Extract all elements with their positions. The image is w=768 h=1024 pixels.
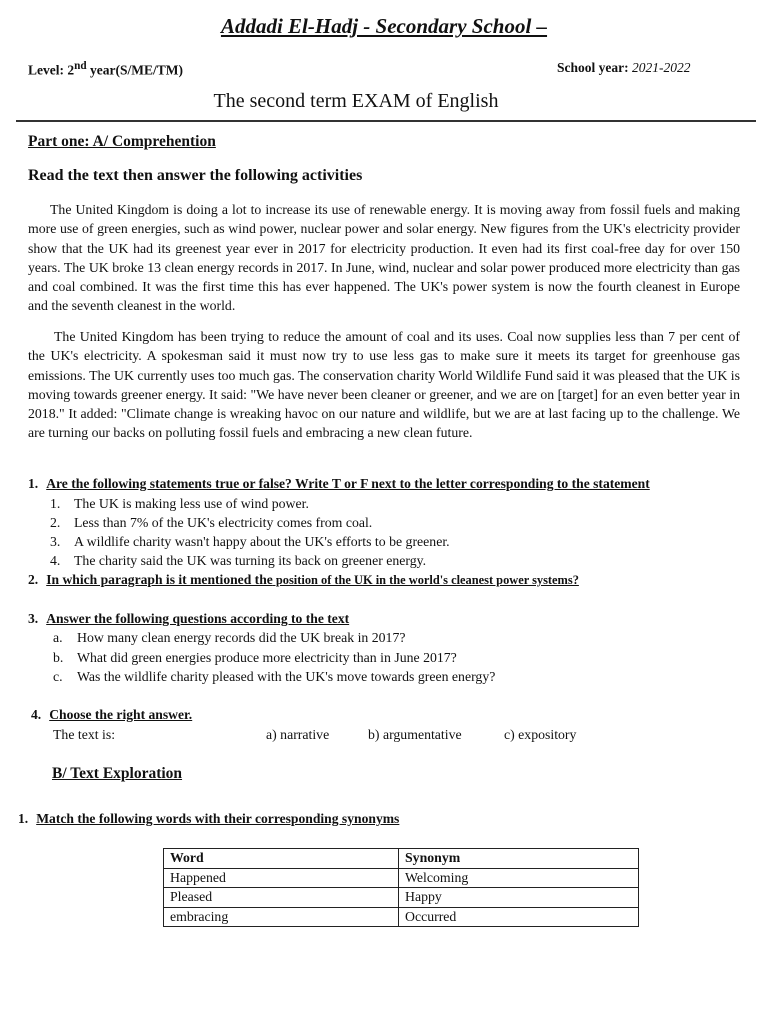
part-b-question-1: 1. Match the following words with their corresponding synonyms — [18, 811, 400, 826]
school-year: School year: 2021-2022 — [557, 60, 691, 75]
part-b-question-1-text: Match the following words with their corresponding synonyms — [36, 811, 400, 826]
synonym-table — [163, 848, 639, 927]
part-b-heading: B/ Text Exploration — [52, 765, 183, 782]
question-item: b. What did green energies produce more electricity than in June 2017? — [53, 650, 457, 665]
table-cell: Pleased — [164, 888, 399, 908]
statement-item: 1. The UK is making less use of wind power. — [50, 496, 309, 511]
question-2: 2. In which paragraph is it mentioned the position of the UK in the world's cleanest power systems? — [28, 572, 579, 587]
statement-item: 3. A wildlife charity wasn't happy about the UK's efforts to be greener. — [50, 534, 450, 549]
statement-item: 4. The charity said the UK was turning its back on greener energy. — [50, 553, 427, 568]
table-cell: Welcoming — [399, 868, 639, 888]
level-superscript: nd — [74, 60, 87, 72]
level: Level: 2nd year(S/ME/TM) — [28, 60, 183, 78]
table-row — [164, 907, 639, 927]
question-4-stem: The text is: — [53, 727, 116, 742]
part-one-heading: Part one: A/ Comprehention — [28, 133, 216, 150]
table-header-synonym: Synonym — [399, 849, 639, 869]
table-cell: Happened — [164, 868, 399, 888]
table-row — [164, 888, 639, 908]
question-item: c. Was the wildlife charity pleased with the UK's move towards green energy? — [53, 669, 496, 684]
table-cell: Occurred — [399, 907, 639, 927]
paragraph-2: The United Kingdom has been trying to reduce the amount of coal and its uses. Coal now supplies less than 7 per cent of the UK's electricity. A spokesman said it must now try to use less gas to make sure it meets its target for greenhouse gas emissions. The UK currently uses too much gas. The conservation charity World Wildlife Fund said it was pleased that the UK is moving towards greener energy. It said: "We have never been cleaner or greener, and we are on [target] for an even better year in 2018." It added: "Climate change is wreaking havoc on our nature and wildlife, but we are at last facing up to the challenge. We are turning our backs on polluting fossil fuels and embracing a new clean future. — [28, 329, 740, 441]
option-argumentative: b) argumentative — [368, 727, 462, 742]
question-1: 1. Are the following statements true or false? Write T or F next to the letter corresponding to the statement — [28, 476, 650, 491]
paragraph-1: The United Kingdom is doing a lot to increase its use of renewable energy. It is moving away from fossil fuels and making more use of green energies, such as wind power, nuclear power and solar energy. New figures from the UK's electricity provider show that the UK had its greenest year ever in 2017 for electricity production. It even had its first coal-free day for over 150 years. The UK broke 13 clean energy records in 2017. In June, wind, nuclear and solar power produced more electricity than gas and coal combined. It was the first time this has ever happened. The UK's power system is now the fourth cleanest in Europe and the seventh cleanest in the world. — [28, 202, 740, 314]
exam-title: The second term EXAM of English — [213, 90, 499, 112]
school-name: Addadi El-Hadj - Secondary School – — [220, 14, 548, 38]
school-year-value: 2021-2022 — [632, 60, 691, 75]
table-cell: Happy — [399, 888, 639, 908]
statement-item: 2. Less than 7% of the UK's electricity comes from coal. — [50, 515, 373, 530]
option-expository: c) expository — [504, 727, 577, 742]
header-divider — [16, 120, 756, 122]
table-cell: embracing — [164, 907, 399, 927]
table-header-row — [164, 849, 639, 869]
question-3: 3. Answer the following questions according to the text — [28, 611, 350, 626]
question-4: 4. Choose the right answer. — [31, 707, 193, 722]
table-row — [164, 868, 639, 888]
reading-instruction: Read the text then answer the following activities — [28, 167, 363, 184]
table-header-word: Word — [164, 849, 399, 869]
question-1-text: Are the following statements true or false? Write T or F next to the letter corresponding to the statement — [46, 476, 650, 491]
question-item: a. How many clean energy records did the UK break in 2017? — [53, 630, 406, 645]
question-4-text: Choose the right answer. — [49, 707, 193, 722]
question-3-text: Answer the following questions according to the text — [46, 611, 350, 626]
option-narrative: a) narrative — [266, 727, 330, 742]
